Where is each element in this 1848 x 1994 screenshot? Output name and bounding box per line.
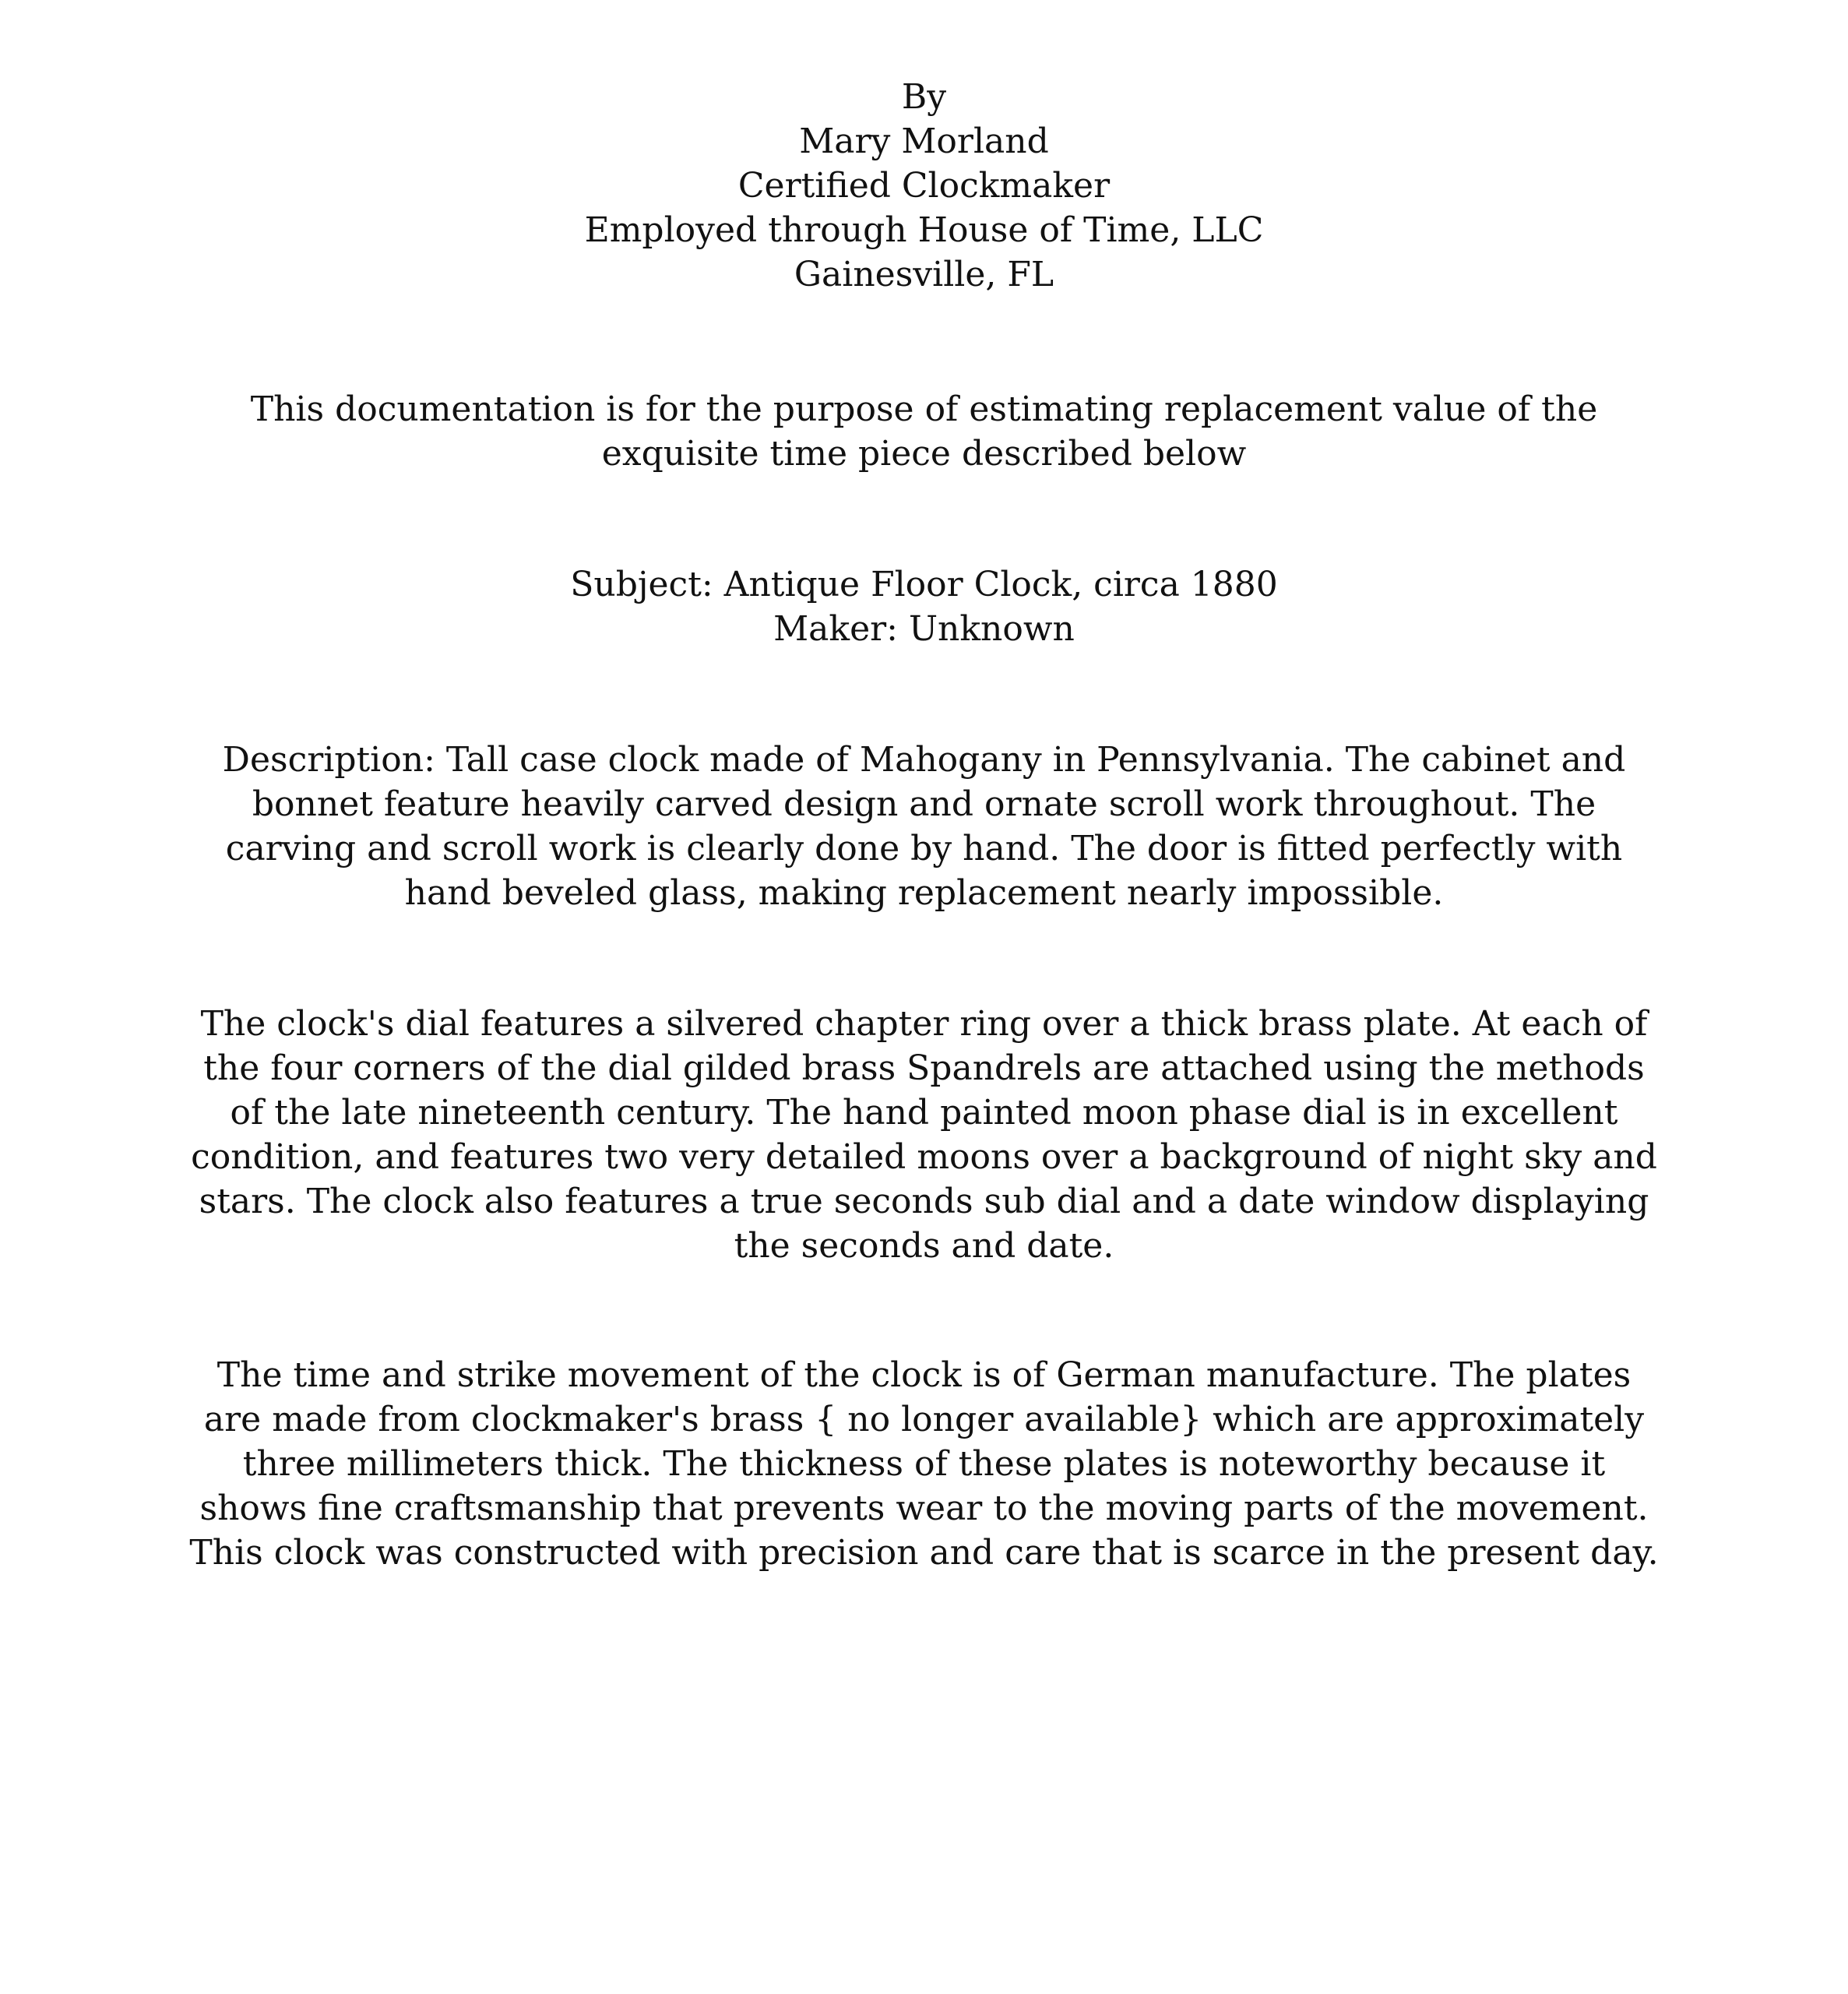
paragraph-line: the seconds and date. xyxy=(734,1226,1114,1266)
paragraph-line: condition, and features two very detailed moons over a background of night sky and xyxy=(191,1137,1657,1177)
paragraph-line: shows fine craftsmanship that prevents wear to the moving parts of the movement. xyxy=(199,1488,1649,1528)
paragraph-line: three millimeters thick. The thickness of these plates is noteworthy because it xyxy=(242,1444,1606,1484)
paragraph-line: This documentation is for the purpose of estimating replacement value of the xyxy=(250,389,1598,429)
author-employer: Employed through House of Time, LLC xyxy=(584,210,1264,250)
paragraph-line: bonnet feature heavily carved design and ornate scroll work throughout. The xyxy=(252,784,1596,824)
purpose-paragraph xyxy=(0,387,1848,476)
maker-line: Maker: Unknown xyxy=(773,609,1075,649)
subject-line: Subject: Antique Floor Clock, circa 1880 xyxy=(570,565,1278,604)
by-line: By xyxy=(901,77,947,117)
paragraph-line: are made from clockmaker's brass { no longer available} which are approximately xyxy=(203,1400,1645,1439)
author-header xyxy=(0,75,1848,297)
description-paragraph xyxy=(0,738,1848,915)
author-name: Mary Morland xyxy=(799,122,1049,161)
paragraph-line: of the late nineteenth century. The hand painted moon phase dial is in excellent xyxy=(230,1093,1618,1133)
paragraph-line: the four corners of the dial gilded brass Spandrels are attached using the methods xyxy=(203,1048,1645,1088)
movement-paragraph xyxy=(0,1353,1848,1575)
paragraph-line: Description: Tall case clock made of Mahogany in Pennsylvania. The cabinet and xyxy=(222,740,1626,780)
paragraph-line: stars. The clock also features a true seconds sub dial and a date window displaying xyxy=(199,1182,1649,1221)
paragraph-line: exquisite time piece described below xyxy=(601,434,1247,474)
author-location: Gainesville, FL xyxy=(794,255,1054,294)
paragraph-line: The clock's dial features a silvered chapter ring over a thick brass plate. At each of xyxy=(200,1004,1648,1044)
subject-block xyxy=(0,562,1848,651)
paragraph-line: carving and scroll work is clearly done by hand. The door is fitted perfectly with xyxy=(225,829,1623,868)
author-title: Certified Clockmaker xyxy=(737,166,1111,206)
dial-paragraph xyxy=(0,1002,1848,1268)
paragraph-line: hand beveled glass, making replacement nearly impossible. xyxy=(404,873,1444,913)
paragraph-line: This clock was constructed with precision and care that is scarce in the present day. xyxy=(189,1533,1659,1573)
paragraph-line: The time and strike movement of the clock is of German manufacture. The plates xyxy=(216,1355,1632,1395)
